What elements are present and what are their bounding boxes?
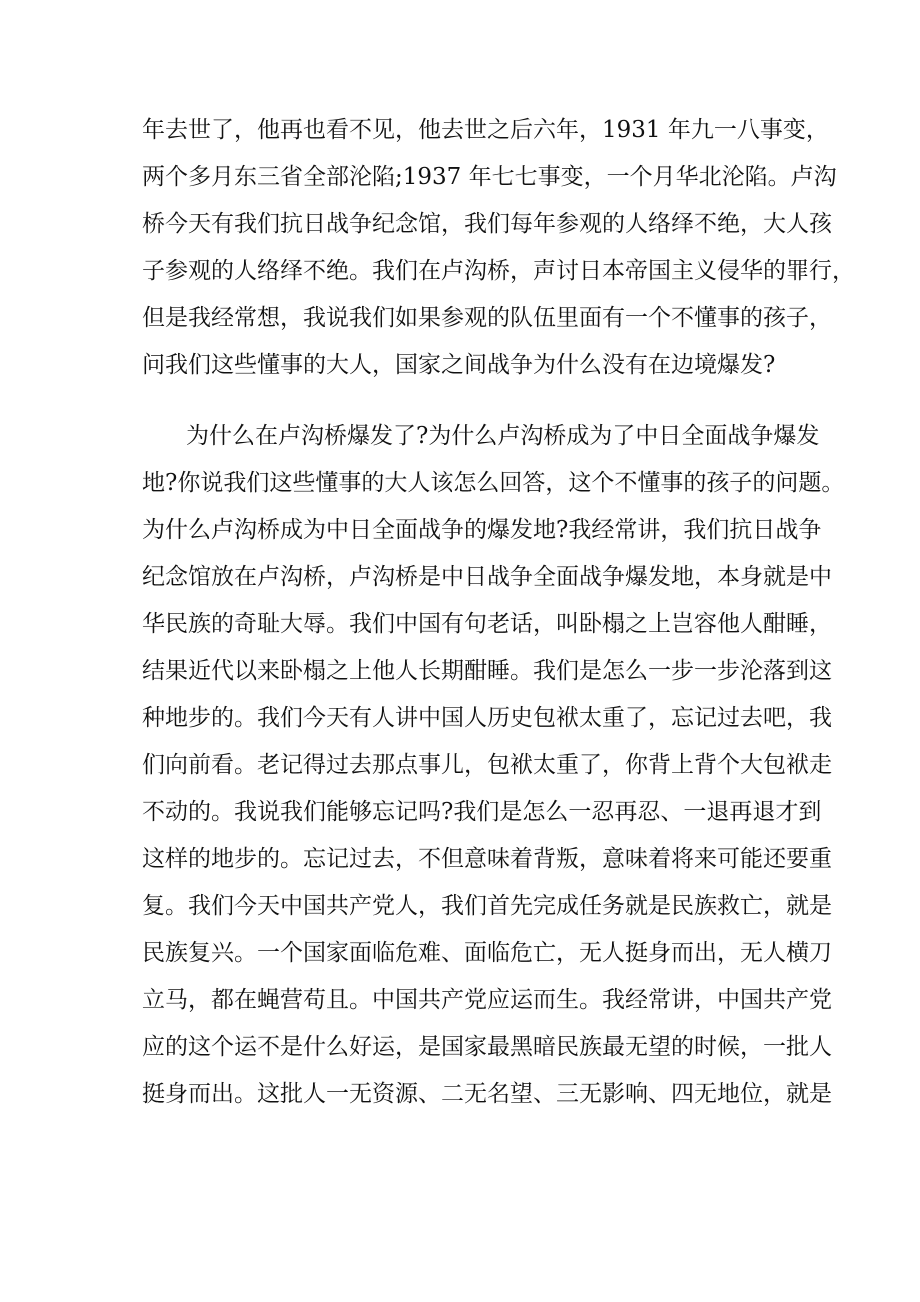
- text-line-17: 复。我们今天中国共产党人，我们首先完成任务就是民族救亡，就是: [142, 893, 832, 919]
- text-line-10: 纪念馆放在卢沟桥，卢沟桥是中日战争全面战争爆发地，本身就是中: [142, 564, 832, 590]
- text-line-1: 年去世了，他再也看不见，他去世之后六年，1931 年九一八事变，: [142, 117, 829, 143]
- text-line-20: 应的这个运不是什么好运，是国家最黑暗民族最无望的时候，一批人: [142, 1034, 832, 1060]
- text-line-5: 但是我经常想，我说我们如果参观的队伍里面有一个不懂事的孩子，: [142, 305, 832, 331]
- text-line-13: 种地步的。我们今天有人讲中国人历史包袱太重了，忘记过去吧，我: [142, 705, 832, 731]
- text-line-8: 地?你说我们这些懂事的大人该怎么回答，这个不懂事的孩子的问题。: [142, 470, 845, 496]
- text-line-2: 两个多月东三省全部沦陷;1937 年七七事变，一个月华北沦陷。卢沟: [142, 164, 837, 190]
- text-line-9: 为什么卢沟桥成为中日全面战争的爆发地?我经常讲，我们抗日战争: [142, 517, 822, 543]
- text-line-14: 们向前看。老记得过去那点事儿，包袱太重了，你背上背个大包袱走: [142, 752, 832, 778]
- text-line-18: 民族复兴。一个国家面临危难、面临危亡，无人挺身而出，无人横刀: [142, 940, 832, 966]
- text-line-16: 这样的地步的。忘记过去，不但意味着背叛，意味着将来可能还要重: [142, 846, 832, 872]
- text-line-21: 挺身而出。这批人一无资源、二无名望、三无影响、四无地位，就是: [142, 1081, 832, 1107]
- text-line-6: 问我们这些懂事的大人，国家之间战争为什么没有在边境爆发?: [142, 352, 776, 378]
- text-line-19: 立马，都在蝇营苟且。中国共产党应运而生。我经常讲，中国共产党: [142, 987, 832, 1013]
- text-line-15: 不动的。我说我们能够忘记吗?我们是怎么一忍再忍、一退再退才到: [142, 799, 822, 825]
- text-line-3: 桥今天有我们抗日战争纪念馆，我们每年参观的人络绎不绝，大人孩: [142, 211, 832, 237]
- text-line-4: 子参观的人络绎不绝。我们在卢沟桥，声讨日本帝国主义侵华的罪行，: [142, 258, 855, 284]
- text-line-11: 华民族的奇耻大辱。我们中国有句老话，叫卧榻之上岂容他人酣睡，: [142, 611, 832, 637]
- text-line-12: 结果近代以来卧榻之上他人长期酣睡。我们是怎么一步一步沦落到这: [142, 658, 832, 684]
- paragraph-2-first-line: 为什么在卢沟桥爆发了?为什么卢沟桥成为了中日全面战争爆发: [186, 423, 820, 449]
